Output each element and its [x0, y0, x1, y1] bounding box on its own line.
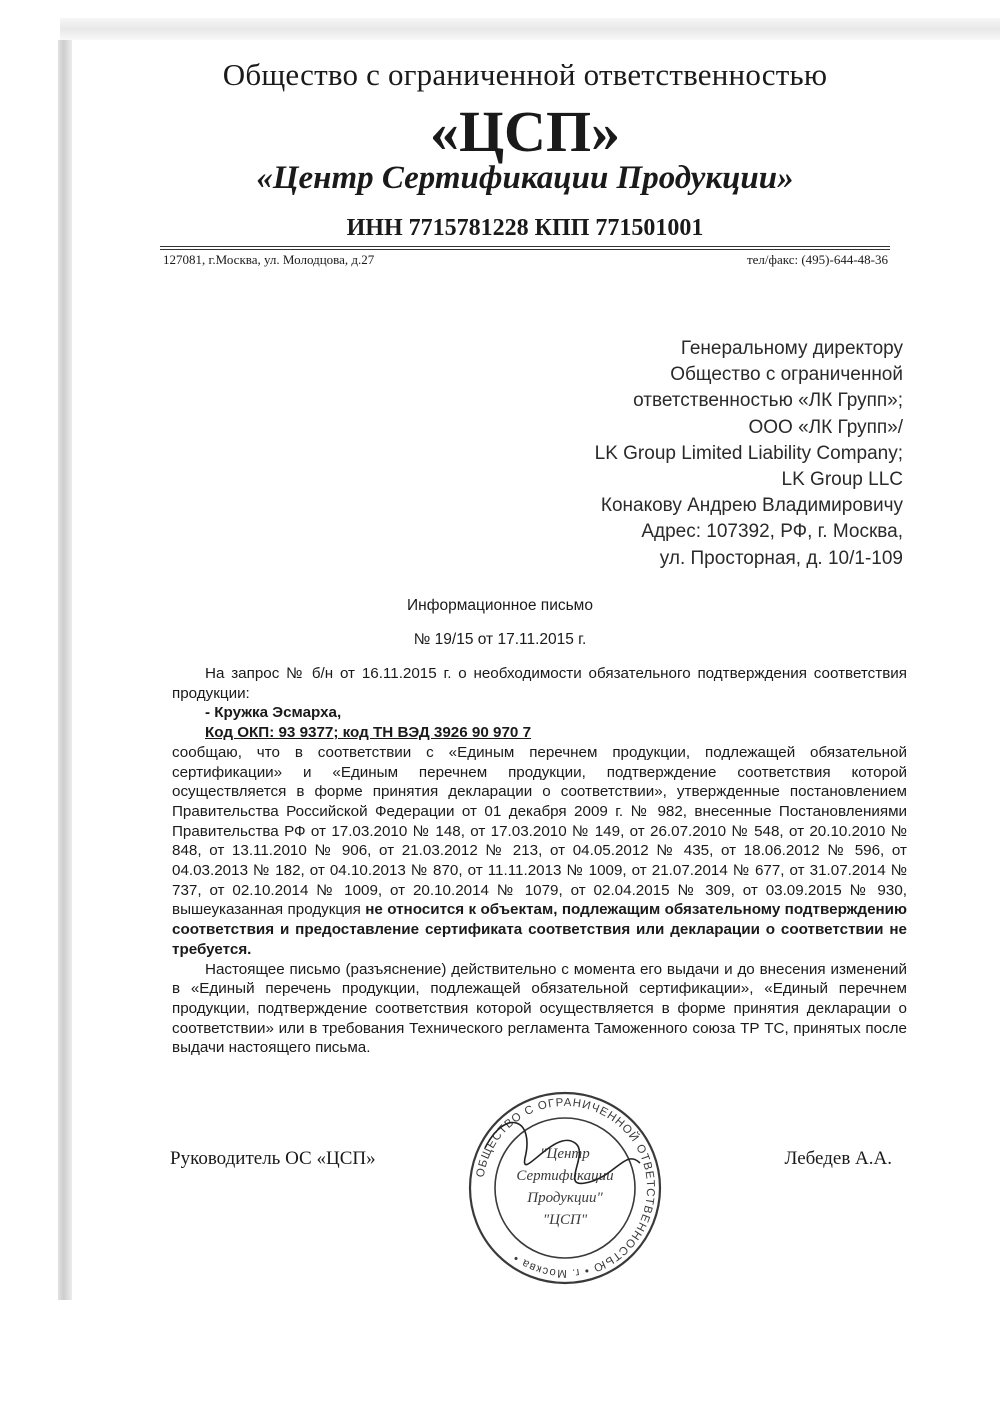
company-line: Общество с ограниченной ответственностью: [222, 57, 828, 92]
main-text: сообщаю, что в соответствии с «Единым перечнем продукции, подлежащей обязательной сертификации» и «Единым перечнем продукции, подтверждение соответствия которой осуществляется в форме принятия декларации о соответствии», утвержденные постановлением Правительства Российской Федерации от 01 декабря 2009 г. № 982, внесенные Постановлениями Правительства РФ от 17.03.2010 № 148, от 17.03.2010 № 149, от 26.07.2010 № 548, от 20.10.2010 № 848, от 13.11.2010 № 906, от 21.03.2012 № 213, от 04.05.2012 № 435, от 18.06.2012 № 596, от 04.03.2013 № 182, от 04.10.2013 № 870, от 11.11.2013 № 1009, от 21.07.2014 № 677, от 31.07.2014 № 737, от 02.10.2014 № 1009, от 20.10.2014 № 1079, от 02.04.2015 № 309, от 03.09.2015 № 930, вышеуказанная продукция: [172, 743, 907, 919]
company-abbreviation: «ЦСП»: [429, 99, 621, 164]
recipient-line: LK Group LLC: [781, 469, 903, 491]
recipient-line: Генеральному директору: [680, 338, 903, 359]
validity-paragraph: Настоящее письмо (разъяснение) действительно с момента его выдачи и до внесения изменений в «Единый перечень продукции, подлежащей обязательной сертификации», «Единый перечнем продукции, подтверждение соответствия которой осуществляется в форме принятия декларации о соответствии» или в требования Технического регламента Таможенного союза ТР ТС, принятых после выдачи настоящего письма.: [172, 960, 907, 1057]
svg-text:ОБЩЕСТВО С ОГРАНИЧЕННОЙ ОТВЕТС: [475, 1097, 656, 1279]
recipient-line: ответственностью «ЛК Групп»;: [633, 390, 903, 412]
signer-name: Лебедев А.А.: [784, 1148, 892, 1169]
letter-type: Информационное письмо: [407, 597, 593, 614]
recipient-block: [383, 336, 903, 572]
stamp-ring-text: ОБЩЕСТВО С ОГРАНИЧЕННОЙ ОТВЕТСТВЕННОСТЬЮ • г. Москва •: [474, 1096, 657, 1280]
recipient-line: ООО «ЛК Групп»/: [748, 416, 903, 438]
company-full-name: «Центр Сертификации Продукции»: [256, 160, 794, 196]
stamp-center-line: Продукции": [527, 1190, 603, 1206]
stamp-center-line: Сертификации: [516, 1168, 614, 1184]
company-phone: тел/факс: (495)-644-48-36: [746, 252, 888, 267]
header-rule-top: [160, 246, 890, 247]
stamp-center-line: "ЦСП": [542, 1212, 588, 1228]
product-codes: Код ОКП: 93 9377; код ТН ВЭД 3926 90 970 7: [205, 724, 532, 742]
scan-edge-top: [60, 18, 1000, 40]
letter-number: № 19/15 от 17.11.2015 г.: [413, 631, 587, 648]
recipient-line: Адрес: 107392, РФ, г. Москва,: [641, 521, 903, 543]
recipient-line: Конакову Андрею Владимировичу: [600, 495, 903, 517]
product-name: - Кружка Эсмарха,: [205, 704, 342, 722]
stamp-center-line: "Центр: [540, 1146, 590, 1162]
main-paragraph: [172, 743, 907, 960]
letter-body: [172, 664, 907, 1058]
recipient-line: Общество с ограниченной: [670, 364, 903, 386]
signer-position: Руководитель ОС «ЦСП»: [170, 1148, 376, 1169]
header-rule-bottom: [160, 249, 890, 250]
recipient-line: LK Group Limited Liability Company;: [594, 442, 903, 464]
inn-kpp: ИНН 7715781228 КПП 771501001: [346, 215, 704, 241]
intro-paragraph: На запрос № б/н от 16.11.2015 г. о необходимости обязательного подтверждения соответствия продукции:: [172, 665, 907, 702]
recipient-line: ул. Просторная, д. 10/1-109: [659, 547, 903, 569]
conclusion-text: не относится к объектам, подлежащим обязательному подтверждению соответствия и предоставление сертификата соответствия или декларации о соответствии не требуется.: [172, 901, 907, 958]
company-stamp: [465, 1088, 665, 1288]
scan-edge-left: [58, 40, 72, 1300]
company-address: 127081, г.Москва, ул. Молодцова, д.27: [163, 252, 375, 267]
